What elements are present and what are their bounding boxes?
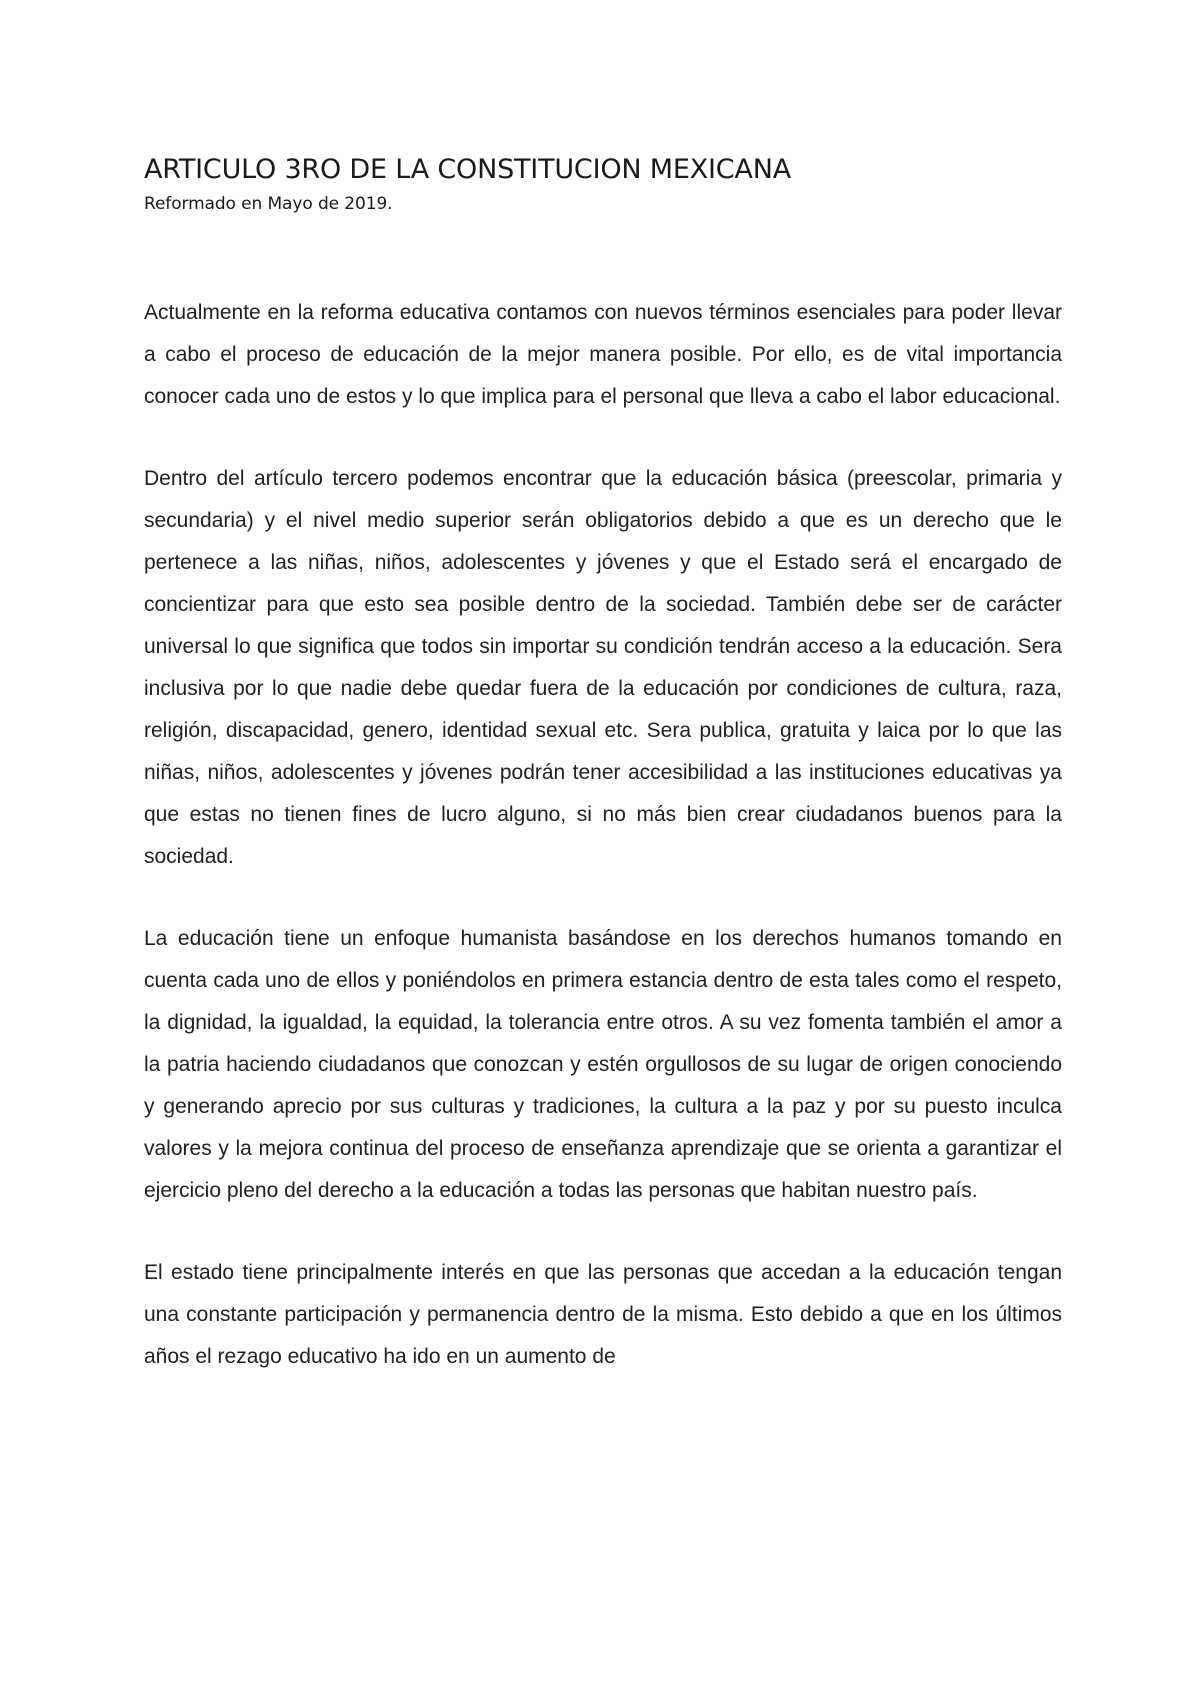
document-content — [144, 152, 1062, 1378]
document-subtitle: Reformado en Mayo de 2019. — [144, 194, 393, 214]
paragraph: Actualmente en la reforma educativa contamos con nuevos términos esenciales para poder llevar a cabo el proceso de educación de la mejor manera posible. Por ello, es de vital importancia conocer cada uno de estos y lo que implica para el personal que lleva a cabo el labor educacional. — [144, 301, 1062, 408]
paragraph: Dentro del artículo tercero podemos encontrar que la educación básica (preescolar, primaria y secundaria) y el nivel medio superior serán obligatorios debido a que es un derecho que le pertenece a las niñas, niños, adolescentes y jóvenes y que el Estado será el encargado de concientizar para que esto sea posible dentro de la sociedad. También debe ser de carácter universal lo que significa que todos sin importar su condición tendrán acceso a la educación. Sera inclusiva por lo que nadie debe quedar fuera de la educación por condiciones de cultura, raza, religión, discapacidad, genero, identidad sexual etc. Sera publica, gratuita y laica por lo que las niñas, niños, adolescentes y jóvenes podrán tener accesibilidad a las instituciones educativas ya que estas no tienen fines de lucro alguno, si no más bien crear ciudadanos buenos para la sociedad. — [144, 467, 1062, 868]
paragraph: La educación tiene un enfoque humanista basándose en los derechos humanos tomando en cuenta cada uno de ellos y poniéndolos en primera estancia dentro de esta tales como el respeto, la dignidad, la igualdad, la equidad, la tolerancia entre otros. A su vez fomenta también el amor a la patria haciendo ciudadanos que conozcan y estén orgullosos de su lugar de origen conociendo y generando aprecio por sus culturas y tradiciones, la cultura a la paz y por su puesto inculca valores y la mejora continua del proceso de enseñanza aprendizaje que se orienta a garantizar el ejercicio pleno del derecho a la educación a todas las personas que habitan nuestro país. — [144, 927, 1062, 1202]
document-title: ARTICULO 3RO DE LA CONSTITUCION MEXICANA — [144, 154, 791, 185]
paragraph: El estado tiene principalmente interés en que las personas que accedan a la educación tengan una constante participación y permanencia dentro de la misma. Esto debido a que en los últimos años el rezago educativo ha ido en un aumento de — [144, 1261, 1062, 1368]
document-body — [144, 292, 1062, 1378]
